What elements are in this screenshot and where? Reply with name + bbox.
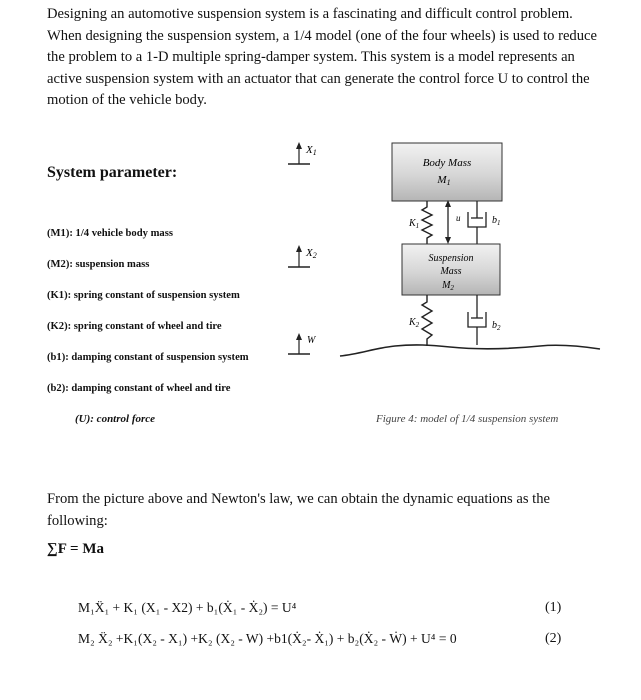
x1-label: X1: [306, 144, 317, 157]
damper-b2: [468, 295, 486, 345]
b2-label: $b_2$: [492, 320, 501, 332]
road-surface: [340, 345, 600, 356]
param-k1: (K1): spring constant of suspension system: [47, 290, 240, 301]
w-label: W: [307, 335, 316, 346]
damper-b1: [468, 201, 486, 244]
intro-paragraph: Designing an automotive suspension system is a fascinating and difficult control problem. When designing the suspension system, a 1/4 model (one of the four wheels) is used to reduce the problem to a 1-D multiple spring-damper system. This system is a model represents an active suspension system with an actuator that can generate the control force U to control the motion of the vehicle body.: [47, 6, 597, 108]
suspension-diagram: [280, 132, 620, 382]
equation-1-number: (1): [545, 600, 562, 615]
k2-label: $K_2$: [409, 317, 420, 329]
body-mass-block: [392, 143, 502, 201]
body-mass-label: Body Mass: [422, 157, 472, 169]
b1-label: $b_1$: [492, 215, 501, 227]
param-m1: (M1): 1/4 vehicle body mass: [47, 228, 173, 239]
x2-label: X2: [306, 247, 317, 260]
param-b2: (b2): damping constant of wheel and tire: [47, 383, 231, 394]
suspension-mass-symbol: $M_2$: [442, 280, 454, 292]
system-parameter-title: System parameter:: [47, 164, 178, 181]
suspension-mass-label-1: Suspension: [428, 253, 474, 264]
param-k2: (K2): spring constant of wheel and tire: [47, 321, 222, 332]
param-m2: (M2): suspension mass: [47, 259, 150, 270]
param-u: (U): control force: [75, 413, 156, 425]
body-mass-symbol: M1: [437, 174, 451, 187]
u-label: u: [456, 213, 461, 223]
actuator-u: [445, 200, 451, 244]
k1-label: $K_1$: [409, 218, 420, 230]
newton-paragraph: From the picture above and Newton's law, we can obtain the dynamic equations as the following:: [47, 491, 550, 529]
param-b1: (b1): damping constant of suspension system: [47, 352, 249, 363]
spring-k1: [422, 201, 432, 244]
equation-1: M₁Ẍ₁ + K₁ (X₁ - X2) + b₁(Ẋ₁ - Ẋ₂) = U⁴: [78, 600, 297, 615]
sum-force-equation: ∑F = Ma: [47, 541, 105, 557]
equation-2: M₂ Ẍ₂ +K₁(X₂ - X₁) +K₂ (X₂ - W) +b1(Ẋ₂- Ẋ₁) + b₂(Ẋ₂ - Ẇ) + U⁴ = 0: [78, 631, 457, 646]
spring-k2: [422, 295, 432, 346]
equation-2-number: (2): [545, 631, 562, 646]
suspension-mass-label-2: Mass: [440, 266, 462, 277]
figure-caption: Figure 4: model of 1/4 suspension system: [376, 413, 559, 425]
